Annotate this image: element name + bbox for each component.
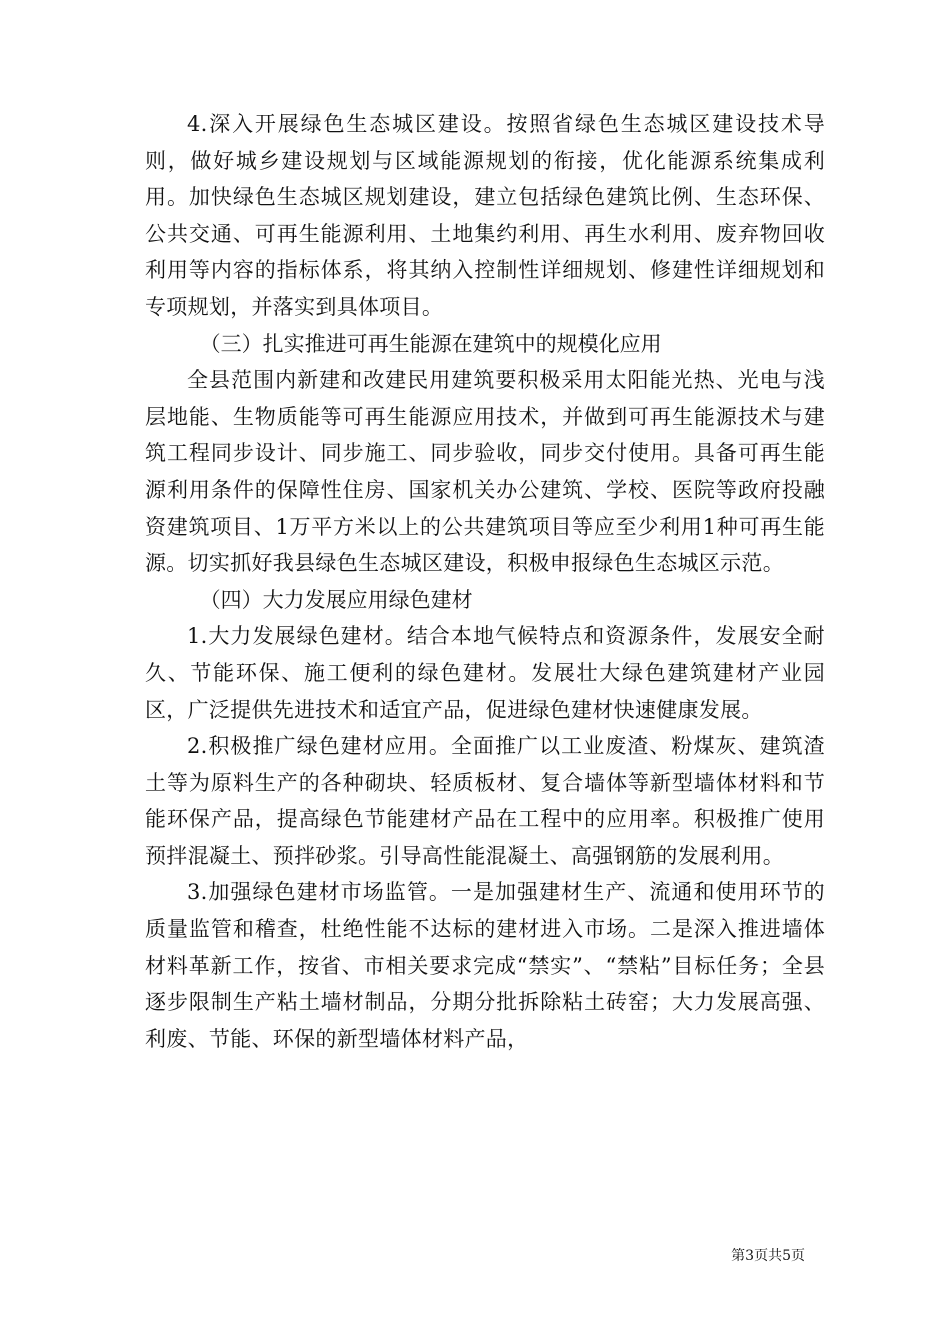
page-number-footer: 第3页共5页 xyxy=(731,1248,805,1264)
paragraph-renewable-energy: 全县范围内新建和改建民用建筑要积极采用太阳能光热、光电与浅层地能、生物质能等可再生能源应用技术，并做到可再生能源技术与建筑工程同步设计、同步施工、同步验收，同步交付使用。具备可再生能源利用条件的保障性住房、国家机关办公建筑、学校、医院等政府投融资建筑项目、1万平方米以上的公共建筑项目等应至少利用1种可再生能源。切实抓好我县绿色生态城区建设，积极申报绿色生态城区示范。 xyxy=(145,368,825,576)
paragraph-promote-green-materials: 2.积极推广绿色建材应用。全面推广以工业废渣、粉煤灰、建筑渣土等为原料生产的各种砌块、轻质板材、复合墙体等新型墙体材料和节能环保产品，提高绿色节能建材产品在工程中的应用率。积极推广使用预拌混凝土、预拌砂浆。引导高性能混凝土、高强钢筋的发展利用。 xyxy=(145,734,825,868)
paragraph-green-eco-district: 4.深入开展绿色生态城区建设。按照省绿色生态城区建设技术导则，做好城乡建设规划与区域能源规划的衔接，优化能源系统集成利用。加快绿色生态城区规划建设，建立包括绿色建筑比例、生态环保、公共交通、可再生能源利用、土地集约利用、再生水利用、废弃物回收利用等内容的指标体系，将其纳入控制性详细规划、修建性详细规划和专项规划，并落实到具体项目。 xyxy=(145,112,825,319)
document-body xyxy=(145,106,825,1057)
paragraph-market-supervision: 3.加强绿色建材市场监管。一是加强建材生产、流通和使用环节的质量监管和稽查，杜绝性能不达标的建材进入市场。二是深入推进墙体材料革新工作，按省、市相关要求完成“禁实”、“禁粘”目标任务；全县逐步限制生产粘土墙材制品，分期分批拆除粘土砖窑；大力发展高强、利废、节能、环保的新型墙体材料产品， xyxy=(145,880,825,1051)
paragraph-develop-green-materials: 1.大力发展绿色建材。结合本地气候特点和资源条件，发展安全耐久、节能环保、施工便利的绿色建材。发展壮大绿色建筑建材产业园区，广泛提供先进技术和适宜产品，促进绿色建材快速健康发展。 xyxy=(145,624,825,722)
section-heading-green-materials: （四）大力发展应用绿色建材 xyxy=(199,587,473,612)
section-heading-renewable-energy: （三）扎实推进可再生能源在建筑中的规模化应用 xyxy=(199,331,662,356)
